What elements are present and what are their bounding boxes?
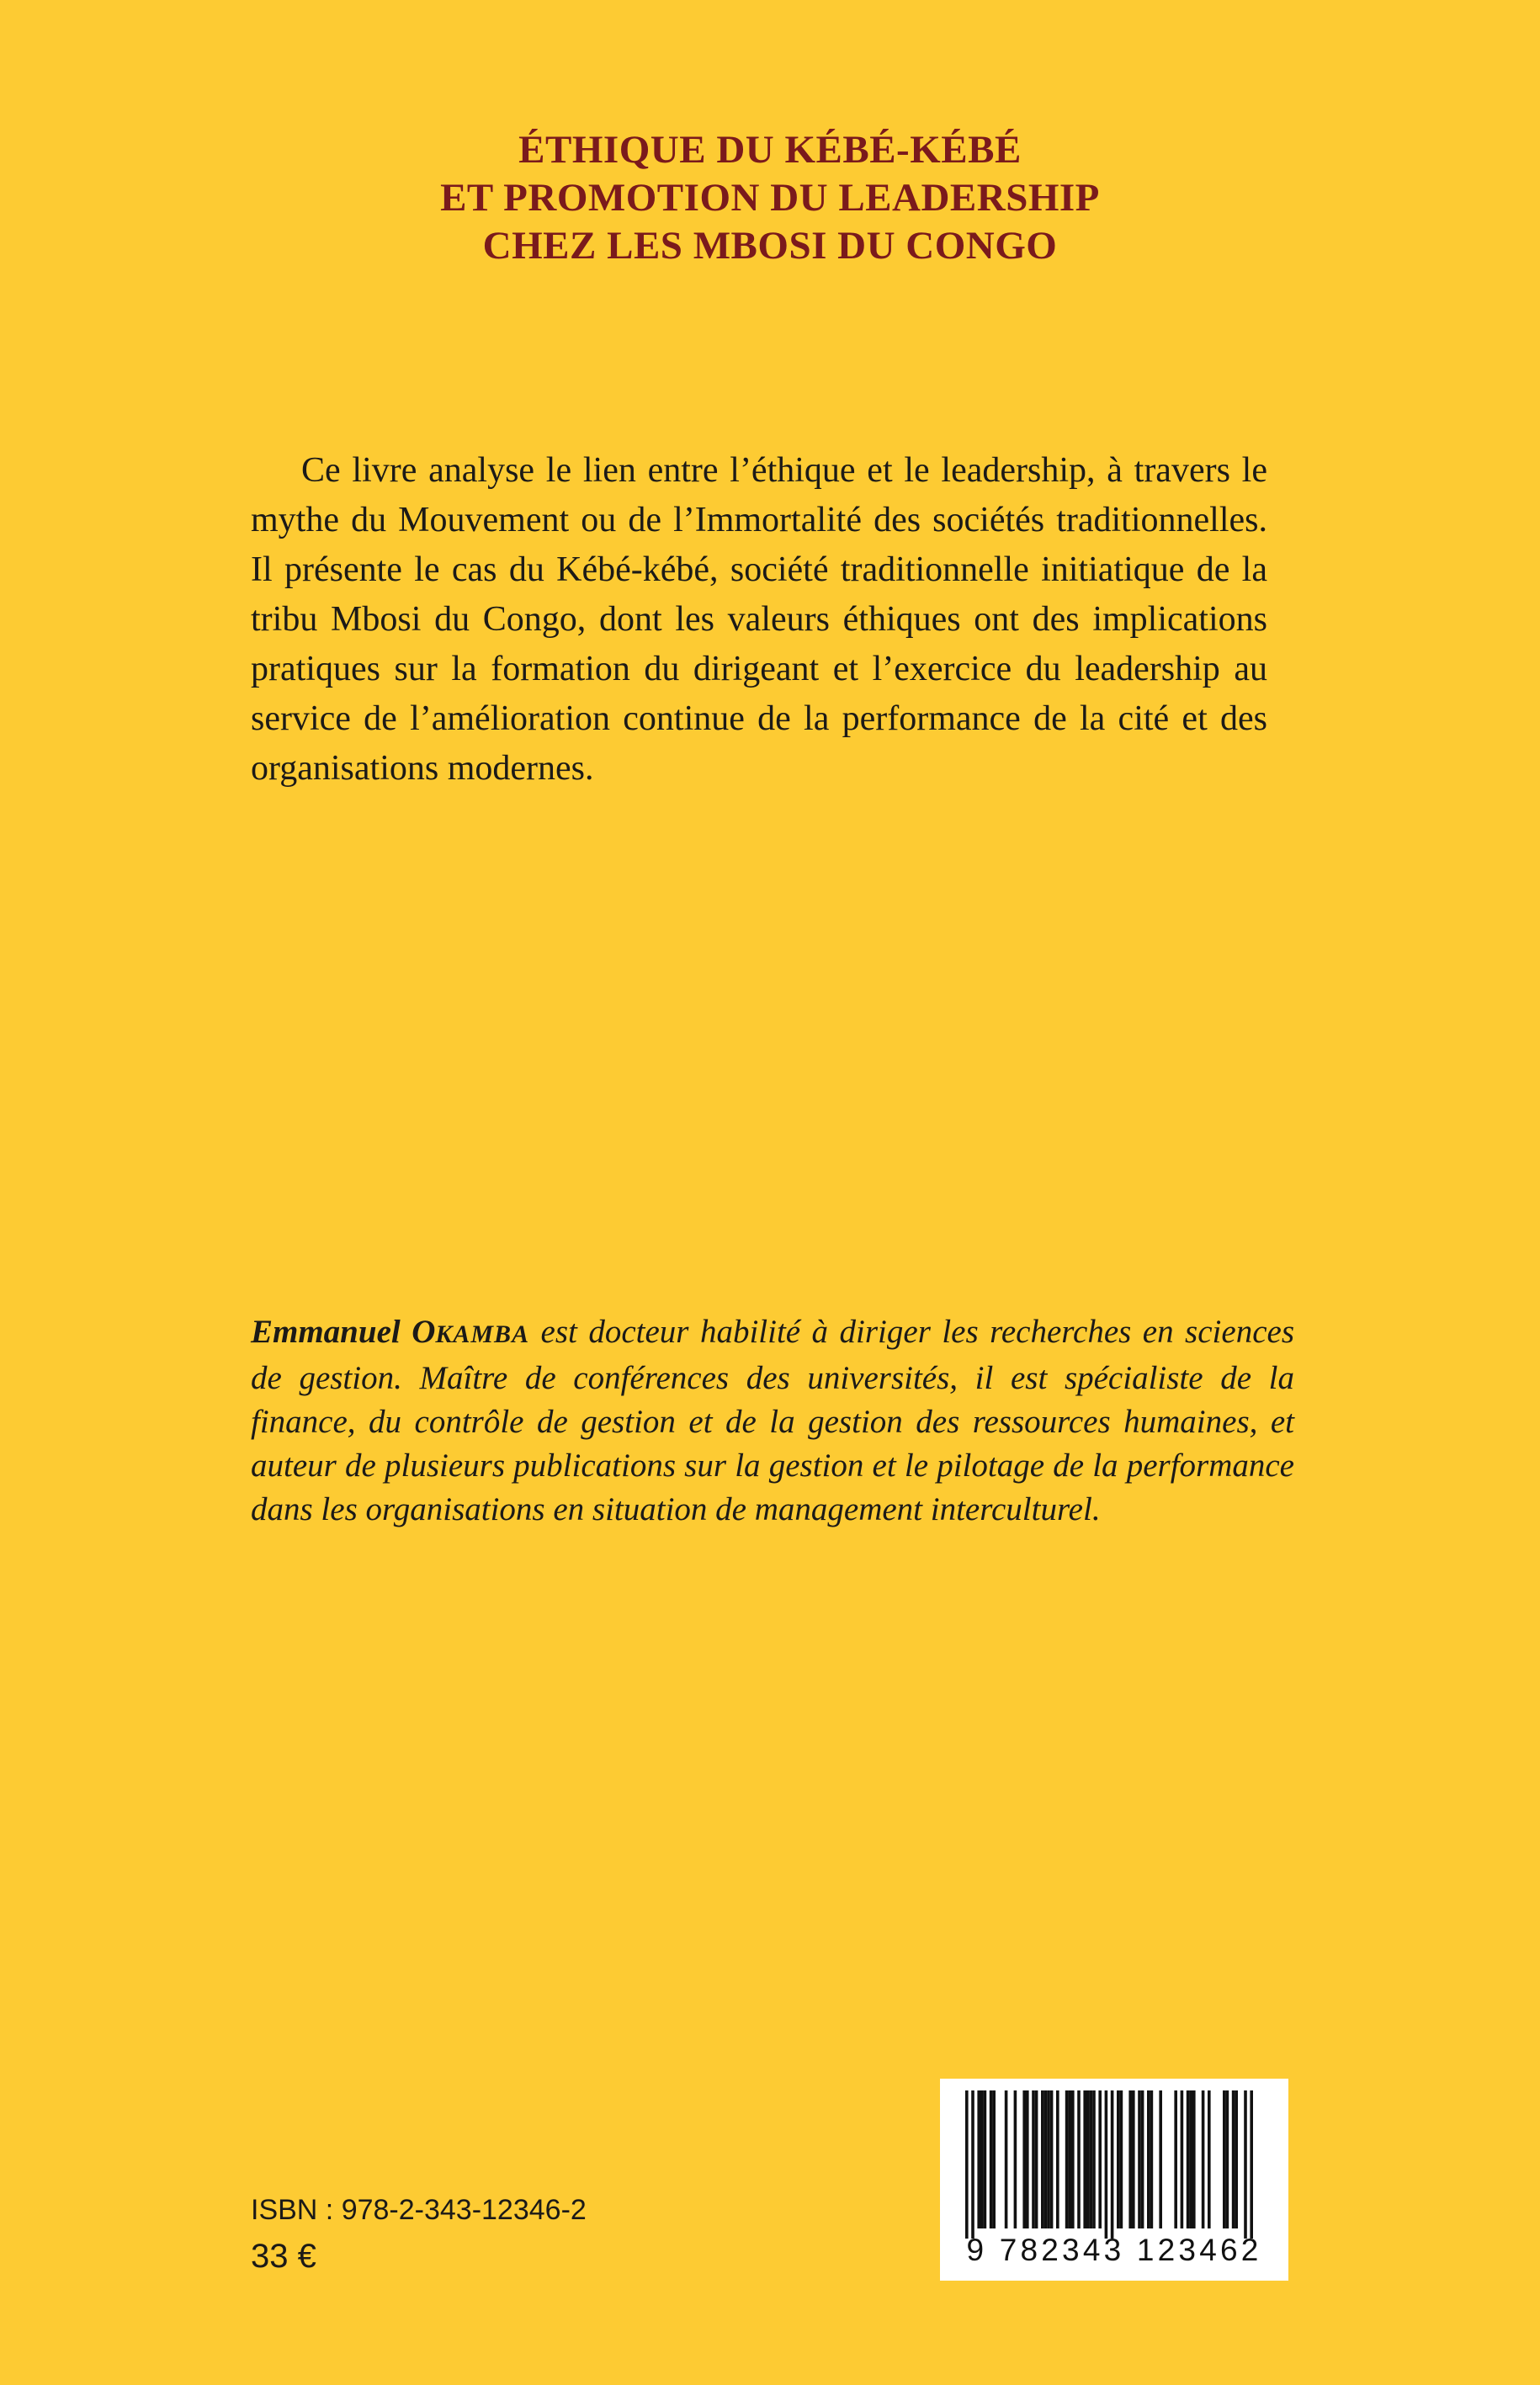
isbn-text: ISBN : 978-2-343-12346-2 [251,2194,587,2226]
barcode-bar [1128,2090,1132,2228]
barcode-bar [1044,2090,1048,2228]
barcode-bar [1244,2090,1247,2239]
barcode-bar [1105,2090,1108,2239]
barcode-bar [1235,2090,1238,2228]
barcode-bar [1147,2090,1150,2228]
barcode-bar [984,2090,987,2228]
barcode-bar [1090,2090,1093,2228]
book-summary: Ce livre analyse le lien entre l’éthique et le leadership, à travers le mythe du Mouvement ou de l’Immortalité des sociétés traditionnelles. Il présente le cas du Kébé-kébé, société traditionnelle initiatique de la tribu Mbosi du Congo, dont les valeurs éthiques ont des implications pratiques sur la formation du dirigeant et l’exercice du leadership au service de l’amélioration continue de la performance de la cité et des organisations modernes. [251,451,1267,788]
barcode-bar [1187,2090,1190,2228]
author-name [251,1314,529,1350]
barcode-bar [1083,2090,1086,2228]
barcode-bar [1026,2090,1029,2228]
price-text: 33 € [251,2238,316,2275]
barcode-bar [1192,2090,1196,2228]
barcode-bar [1223,2090,1226,2228]
barcode-bar [1150,2090,1154,2228]
barcode-bar [1035,2090,1038,2228]
barcode-bar [1005,2090,1008,2228]
barcode-bar [1022,2090,1026,2228]
barcode-bar [1189,2090,1192,2228]
title-line-2: ET PROMOTION DU LEADERSHIP [440,176,1100,220]
barcode-bar [1132,2090,1135,2228]
author-last-name-rest: KAMBA [435,1320,530,1348]
barcode-bar [1202,2090,1205,2228]
barcode-bar [1208,2090,1211,2228]
barcode-bar [1077,2090,1081,2228]
title-line-1: ÉTHIQUE DU KÉBÉ-KÉBÉ [518,128,1022,172]
barcode-bar [1117,2090,1120,2228]
barcode-bar [977,2090,980,2228]
author-bio: est docteur habilité à diriger les recherches en sciences de gestion. Maître de conférences des universités, il est spécialiste de la finance, du contrôle de gestion et de la gestion des ressources humaines, et auteur de plusieurs publications sur la gestion et le pilotage de la performance dans les organisations en situation de management interculturel. [251,1314,1294,1527]
barcode-bar [1041,2090,1044,2228]
barcode-bar [1098,2090,1102,2228]
barcode [940,2079,1288,2281]
barcode-bar [971,2090,974,2239]
barcode-bar [1014,2090,1017,2228]
barcode-bar [1056,2090,1059,2228]
barcode-bar [980,2090,984,2228]
barcode-bar [1032,2090,1035,2228]
barcode-bar [990,2090,993,2228]
barcode-bar [965,2090,969,2239]
author-bio-block [251,1310,1294,1532]
barcode-bar [1159,2090,1162,2228]
barcode-bar [1120,2090,1123,2228]
barcode-bar [1111,2090,1114,2239]
barcode-bar [1232,2090,1235,2228]
barcode-bar [1065,2090,1069,2228]
barcode-bar [1181,2090,1184,2228]
barcode-digits: 9 782343 123462 [966,2233,1262,2267]
barcode-bar [1047,2090,1050,2228]
book-title [0,126,1540,270]
barcode-bar [1050,2090,1054,2228]
barcode-bar [1071,2090,1075,2228]
barcode-bar [1068,2090,1071,2228]
barcode-bar [1250,2090,1253,2239]
barcode-bar [1138,2090,1141,2228]
barcode-bar [1226,2090,1229,2228]
title-line-3: CHEZ LES MBOSI DU CONGO [482,224,1058,268]
barcode-bar [1174,2090,1177,2228]
author-last-name-initial: O [412,1314,436,1350]
author-first-name: Emmanuel [251,1314,401,1350]
barcode-bar [1086,2090,1090,2228]
barcode-bar [1141,2090,1144,2228]
barcode-bar [1092,2090,1096,2228]
barcode-bar [992,2090,996,2228]
